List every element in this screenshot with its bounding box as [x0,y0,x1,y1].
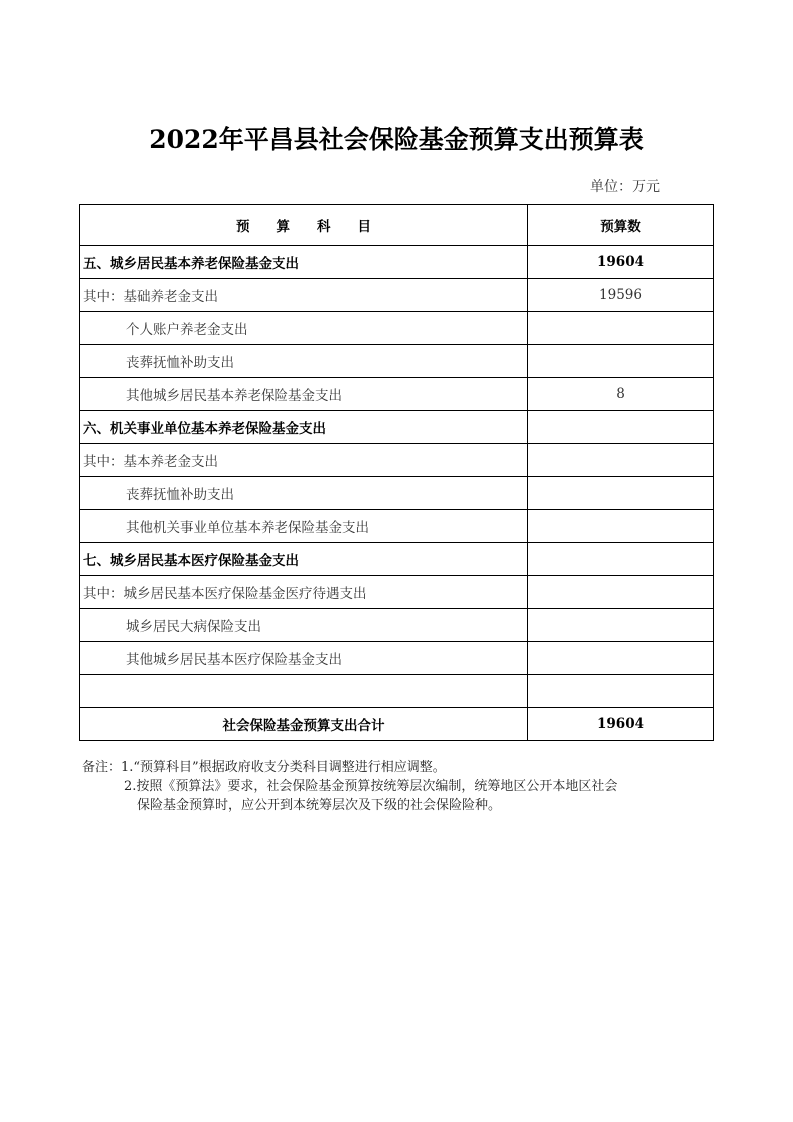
table-row [80,411,714,444]
row-subject: 六、机关事业单位基本养老保险基金支出 [80,411,528,444]
table-header-row [80,205,714,246]
row-amount: 19596 [528,279,714,312]
table-row [80,477,714,510]
row-amount [528,642,714,675]
unit-label: 单位：万元 [590,179,660,195]
header-amount: 预算数 [528,205,714,246]
row-amount [528,444,714,477]
table-row [80,609,714,642]
row-amount: 19604 [528,708,714,741]
row-subject: 其中：基础养老金支出 [80,279,528,312]
table-row [80,378,714,411]
note-2-cont: 保险基金预算时，应公开到本统筹层次及下级的社会保险险种。 [137,798,502,813]
table-row [80,543,714,576]
row-amount [528,543,714,576]
row-subject: 其中：基本养老金支出 [80,444,528,477]
row-amount [528,312,714,345]
row-subject: 七、城乡居民基本医疗保险基金支出 [80,543,528,576]
row-subject: 其他城乡居民基本医疗保险基金支出 [80,642,528,675]
row-amount [528,609,714,642]
row-amount: 8 [528,378,714,411]
header-subject: 预 算 科 目 [80,205,528,246]
row-subject: 其中：城乡居民基本医疗保险基金医疗待遇支出 [80,576,528,609]
row-subject: 其他城乡居民基本养老保险基金支出 [80,378,528,411]
row-subject: 个人账户养老金支出 [80,312,528,345]
note-1: 备注：1.“预算科目”根据政府收支分类科目调整进行相应调整。 [82,760,446,775]
row-amount [528,675,714,708]
table-row [80,345,714,378]
table-row [80,576,714,609]
table-row [80,510,714,543]
table-row [80,675,714,708]
row-amount [528,477,714,510]
budget-table [79,204,714,741]
table-row [80,279,714,312]
row-amount [528,411,714,444]
table-row [80,312,714,345]
notes [82,758,617,815]
row-subject: 丧葬抚恤补助支出 [80,345,528,378]
row-subject: 其他机关事业单位基本养老保险基金支出 [80,510,528,543]
row-amount: 19604 [528,246,714,279]
note-2: 2.按照《预算法》要求，社会保险基金预算按统筹层次编制，统筹地区公开本地区社会 [124,779,618,794]
row-subject [80,675,528,708]
table-row [80,642,714,675]
table-row [80,246,714,279]
row-subject: 丧葬抚恤补助支出 [80,477,528,510]
row-amount [528,510,714,543]
row-amount [528,576,714,609]
table-row [80,444,714,477]
row-subject: 社会保险基金预算支出合计 [80,708,528,741]
row-subject: 五、城乡居民基本养老保险基金支出 [80,246,528,279]
row-subject: 城乡居民大病保险支出 [80,609,528,642]
row-amount [528,345,714,378]
table-row [80,708,714,741]
page-title: 2022年平昌县社会保险基金预算支出预算表 [149,125,644,154]
